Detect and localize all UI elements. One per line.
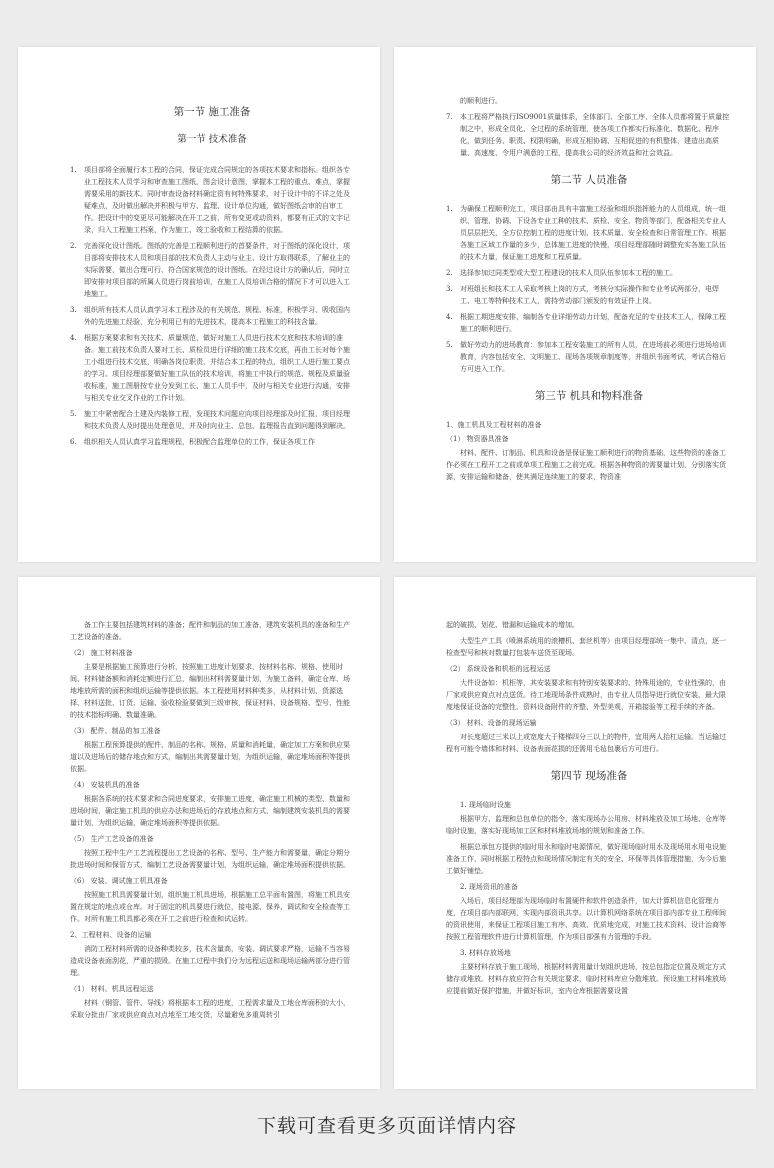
subsection-title: 第一节 技术准备 <box>177 134 247 145</box>
paragraph: 按照工程中生产工艺流程提出工艺设备的名称、型号、生产能力和需要量，确定分期分批进场时间和保管方式，编制工艺设备需要量计划，为组织运输，确定堆场面积提供依据。 <box>70 849 350 869</box>
list-item <box>70 164 354 236</box>
list-item <box>446 283 732 307</box>
item-number: 2. <box>70 242 77 250</box>
subheading: （3） 配件、制品的加工准备 <box>70 727 161 735</box>
item-text: 根据方案要求和有关技术、质量规范，做好对施工人员进行技术交底和技术培训的准备。施工前技术负责人要对工长、质检员进行详细的施工技术交底，再由工长对每个施工小组进行技术交底，明确各岗位职责，并结合本工程的特点，组织工人进行施工要点的学习。项目经理部要做好施工队伍的技术培训，将施工中执行的规范、规程及质量验收标准，施工图册按专业分发到工长、施工人员手中，及时与相关专业进行沟通，安排与相关专业交叉作业的工作计划。 <box>84 334 350 402</box>
list-item <box>70 304 354 328</box>
paragraph: 根据工程预算提供的配件、制品的名称、规格、质量和消耗量，确定加工方案和供应渠道以及进场后的储存地点和方式，编制出其需要量计划，为组织运输，确定堆场面积等提供依据。 <box>70 741 350 773</box>
subheading: （2） 施工材料准备 <box>70 649 133 657</box>
list-item <box>446 111 732 159</box>
list-item <box>446 339 732 375</box>
paragraph: 根据各系统的技术要求和合同进度要求，安排施工进度，确定施工机械的类型、数量和进场时间，确定施工机具的供应办法和进场后的存放地点和方式，编制建筑安装机具的需要量计划，为组织运输，确定堆场面积等提供依据。 <box>70 795 350 827</box>
list-item <box>446 203 732 263</box>
item-text: 为确保工程顺利完工，项目部由具有丰富施工经验和组织指挥能力的人员组成，统一组织、管理、协调、下设各专业工种的技术、质检、安全、物资等部门，配备相关专业人员层层把关，全方位控制工程的进度计划、技术质量、安全检查和日常管理工作。根据各施工区域工作量的多少，总体施工进度的快慢，项目经理部随时调整充实各施工队伍的技术力量，保证施工进度和工程质量。 <box>460 205 726 261</box>
item-number: 3. <box>446 285 453 293</box>
subheading: （4） 安装机具的准备 <box>70 781 140 789</box>
paragraph: 备工作主要包括建筑材料的准备；配件和制品的加工准备，建筑安装机具的准备和生产工艺设备的准备。 <box>70 621 350 641</box>
subheading: （5） 生产工艺设备的准备 <box>70 835 154 843</box>
item-number: 4. <box>70 334 77 342</box>
subheading: 2、工程材料、设备的运输 <box>70 931 152 939</box>
list-item <box>70 436 354 448</box>
list-item <box>70 332 354 404</box>
item-number: 6. <box>70 438 77 446</box>
paragraph: 入场后，项目经理部为现场临时布置硬件和软件创造条件，加大计算机信息化管理力度，在项目部内部联网，实现内部资讯共享。以计算机网络系统在项目部内部专业工程师间的资讯使用，来保证工程项目施工有序、高效、优质地完成，对施工技术资料、设计治商等按照工程管理软件进行计算机管理，作为项目部强有力管理的手段。 <box>446 897 726 941</box>
paragraph: 大件设备如：机柜等，其安装要求和有特别安装要求的、特殊用途的，专业性强的，由厂家或供应商点对点送货。待工地现场条件成熟时，由专业人员指导进行就位安装，最大限度地保证设备的完整性、资料设备附件的齐整、外型美观，开箱接验等工程手续的齐备。 <box>446 679 726 711</box>
item-number: 1. <box>446 205 453 213</box>
continued-text: 起的破损、划花、错漏和运输成本的增加。 <box>446 621 579 629</box>
subheading: （1） 材料、机具远程运送 <box>70 985 154 993</box>
item-number: 5. <box>70 410 77 418</box>
section-title: 第三节 机具和物料准备 <box>534 390 644 402</box>
item-text: 组织相关人员认真学习监理规程，积极配合监理单位的工作，保证各项工作 <box>84 438 315 446</box>
item-text: 本工程将严格执行ISO9001质量体系，全体部门、全部工序、全体人员都将置于质量控制之中，形成全员化、全过程的系统管理，使各项工作都实行标准化、数据化、程序化，做到任务、职责、权限明确，形成互相协调、互相促进的有机整体，建造出高质量、高速度、令用户满意的工程，提高我公司的经济效益和社会效益。 <box>460 113 730 157</box>
document-page-4 <box>394 577 756 1089</box>
subheading: （3） 材料、设备的现场运输 <box>446 719 537 727</box>
item-number: 3. <box>70 306 77 314</box>
list-item <box>70 408 354 432</box>
item-text: 根据工期进度安排，编制各专业详细劳动力计划，配备充足的专业技术工人，保障工程施工的顺利进行。 <box>460 313 726 333</box>
numbered-list <box>446 203 732 375</box>
paragraph: 按照施工机具需要量计划，组织施工机具进场，根据施工总平面布置图，将施工机具安置在规定的地点或仓库。对于固定的机具要进行就位，接电源、保养、调试和安全检查等工作。对所有施工机具都必须在开工之前进行检查和试运转。 <box>70 891 350 923</box>
continued-text: 的顺利进行。 <box>460 97 502 105</box>
item-text: 项目部将全面履行本工程的合同，保证完成合同规定的各项技术要求和指标。组织各专业工程技术人员学习和审查施工图纸，图会设计意图，掌握本工程的重点、难点，掌握需要采用的新技术。同时审查设备材料确定资有何特殊要求，对于设计中的不详之处及疑难点，及时做出解决并积极与甲方、监理、设计单位沟通，做好图纸会审的自审工作。把设计中的变更尽可能解决在开工之前，所有变更或动资料，都要有正式的文字记录，归入工程施工档案，作为施工、竣工验收和工程结算的依据。 <box>84 166 350 234</box>
item-text: 选择参加过同类型或大型工程建设的技术人员队伍参加本工程的施工。 <box>460 269 677 277</box>
item-text: 组织所有技术人员认真学习本工程涉及的有关规范、规程、标准，积极学习、吸收国内外的先进施工经验，充分利用已有的先进技术，提高本工程施工的科技含量。 <box>84 306 350 326</box>
item-number: 4. <box>446 313 453 321</box>
numbered-list <box>70 164 354 448</box>
item-number: 1. <box>70 166 77 174</box>
document-page-1 <box>18 47 380 562</box>
list-item <box>446 311 732 335</box>
item-text: 对班组长和技术工人采取考核上岗的方式，考核分实际操作和专业考试两部分，电焊工、电工等特种技术工人，需持劳动部门颁发的有效证件上岗。 <box>460 285 719 305</box>
item-number: 7. <box>446 113 453 121</box>
paragraph: 材料（钢管、管件、导线）将根据本工程的进度，工程需求量及工地仓库面积的大小，采取分批由厂家或供应商点对点地至工地交货，尽量避免多重周转引 <box>70 999 350 1019</box>
item-text: 施工中紧密配合土建及内装修工程，发现技术问题应向项目经理部及时汇报，项目经理和技术负责人及时提出处理意见，并及时向业主、总包、监理报告直到问题得到解决。 <box>84 410 350 430</box>
subheading: （2） 系统设备和机柜的远程运送 <box>446 665 551 673</box>
subheading: （1） 物资器具准备 <box>446 435 509 443</box>
text-body <box>70 619 356 1021</box>
paragraph: 根据总承包方提供的临时用水和临时电源情况，做好现场临时用水及现场用水用电设施准备工作，同时根据工程特点和现场情况制定有关的安全、环保等具体管理措施，为今后施工做好铺垫。 <box>446 843 726 875</box>
section-title: 第二节 人员准备 <box>550 174 628 186</box>
section-title: 第一节 施工准备 <box>173 106 251 118</box>
paragraph: 材料、配件、订制品、机具和设备是保证施工顺利进行的物资基础，这些物资的准备工作必须在工程开工之前或单项工程施工之前完成。根据各种物资的需要量计划，分别落实货源，安排运输和储备，使其满足连续施工的要求，物资准 <box>446 449 726 481</box>
text-body <box>446 799 732 997</box>
text-body <box>446 619 732 755</box>
paragraph: 主要材料存放于施工现场，根据材料需用量计划组织进场，按总包指定位置及规定方式储存或堆放。材料存放应符合有关规定要求，临时材料库应分散堆放。预设施工材料堆放场应提前做好保护措施，并做好标识，室内仓库根据需要设置 <box>446 963 726 995</box>
paragraph: 消防工程材料所需的设备种类较多，技术含量高，安装、调试要求严格，运输不当容易造成设备表面刮花，严重的损毁。在施工过程中我们分为远程运送和现场运输两部分进行管理。 <box>70 945 350 977</box>
subheading: 1、施工机具及工程材料的准备 <box>446 421 542 429</box>
subheading: 3. 材料存放场地 <box>460 949 511 957</box>
item-number: 2. <box>446 269 453 277</box>
paragraph: 对长度超过三米以上或宽度大于楼梯四分三以上的物件，宜用两人抬杠运输。当运输过程有可能令墙体和材料、设备表面花损的还需用毛毡包裹后方可进行。 <box>446 733 726 753</box>
paragraph: 根据甲方、监理和总包单位的指令，落实现场办公用房、材料堆放及加工场地、仓库等临时设施，落实好现场加工区和材料堆放场地的规划和准备工作。 <box>446 815 726 835</box>
item-text: 做好劳动力的进场教育：参加本工程安装施工的所有人员，在进场前必须进行进场培训教育，内容包括安全、文明施工、现场各项规章制度等，并组织书面考试，考试合格后方可进入工作。 <box>460 341 726 373</box>
item-number: 5. <box>446 341 453 349</box>
section-title: 第四节 现场准备 <box>550 770 628 782</box>
list-item <box>446 267 732 279</box>
paragraph: 主要是根据施工预算进行分析，按照施工进度计划要求，按材料名称、规格、使用时间、材料储备额和消耗定额进行汇总，编制出材料需要量计划，为施工备料，确定仓库、场地堆放所需的面积和组织运输等提供依据。本工程使用材料种类多，从材料计划、货源选择、材料送批、订货、运输、验收检验要做到三级审核，保证材料、设备规格、型号、性能的技术指标明确、数量准确。 <box>70 663 350 719</box>
document-page-2 <box>394 47 756 562</box>
subheading: 1. 现场临时设施 <box>460 801 511 809</box>
item-text: 完善深化设计图纸。图纸的完善是工程顺利进行的首要条件，对于图纸的深化设计，项目部将安排技术人员和项目部的技术负责人主动与业主、设计方取得联系，了解业主的实际需要，做出合理可行、符合国家规范的设计图纸。在经过设计方的确认后，同时立即安排对项目部的所属人员进行岗前培训，在施工人员培训合格的情况下才可以进入工地施工。 <box>84 242 350 298</box>
download-prompt-link[interactable]: 下载可查看更多页面详情内容 <box>256 1115 517 1137</box>
paragraph: 大型生产工具（喷淋系统用的滚槽机、套丝机等）由项目经理部统一集中、清点，逐一检查型号和核对数量打包装车送货至现场。 <box>446 637 726 657</box>
subheading: 2. 现场资讯的准备 <box>460 883 518 891</box>
subheading: （6） 安装、调试施工机具准备 <box>70 877 168 885</box>
list-item <box>70 240 354 300</box>
document-page-3 <box>18 577 380 1089</box>
